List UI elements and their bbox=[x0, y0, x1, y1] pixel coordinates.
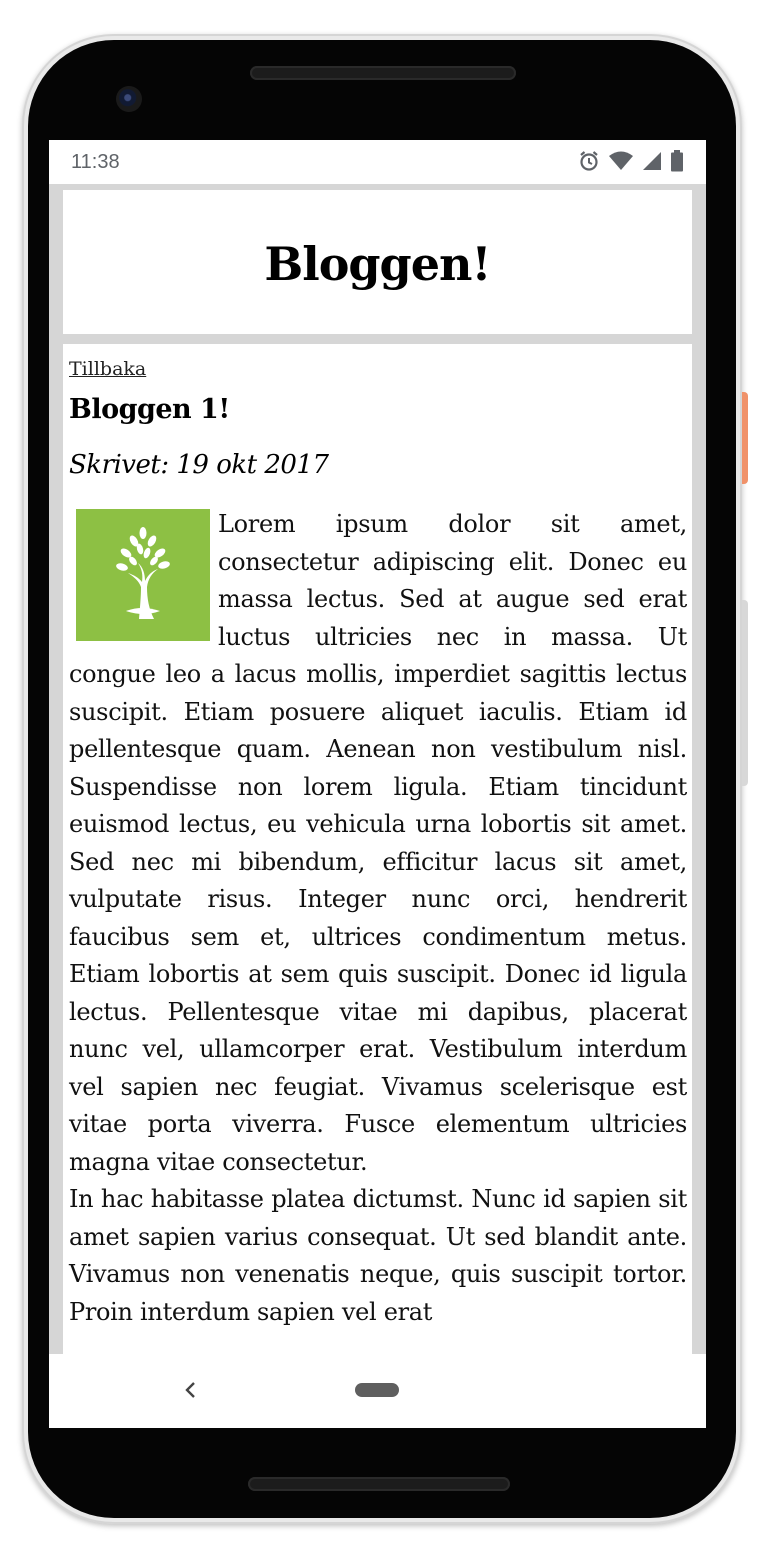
chevron-left-icon[interactable] bbox=[179, 1376, 203, 1404]
post-paragraph: Lorem ipsum dolor sit amet, consectetur adipiscing elit. Donec eu massa lectus. Sed at augue sed erat luctus ultricies nec in massa. Ut congue leo a lacus mollis, imperdiet sagittis lectus suscipit. Etiam posuere aliquet iaculis. Etiam id pellentesque quam. Aenean non vestibulum nisl. Suspendisse non lorem ligula. Etiam tincidunt euismod lectus, eu vehicula urna lobortis sit amet. Sed nec mi bibendum, efficitur lacus sit amet, vulputate risus. Integer nunc orci, hendrerit faucibus sem et, ultrices condimentum metus. Etiam lobortis at sem quis suscipit. Donec id ligula lectus. Pellentesque vitae mi dapibus, placerat nunc vel, ullamcorper erat. Vestibulum interdum vel sapien nec feugiat. Vivamus scelerisque est vitae porta viverra. Fusce elementum ultricies magna vitae consectetur. bbox=[69, 510, 687, 1176]
alarm-icon bbox=[578, 150, 600, 172]
post-content bbox=[63, 344, 692, 1364]
post-image bbox=[76, 509, 210, 641]
front-camera bbox=[116, 86, 142, 112]
wifi-icon bbox=[608, 151, 634, 171]
post-paragraph: In hac habitasse platea dictumst. Nunc id sapien sit amet sapien varius consequat. Ut sed blandit ante. Vivamus non venenatis neque, quis suscipit tortor. Proin interdum sapien vel erat bbox=[69, 1185, 687, 1326]
back-link[interactable]: Tillbaka bbox=[69, 358, 147, 380]
status-time: 11:38 bbox=[71, 151, 120, 173]
navigation-bar bbox=[49, 1354, 706, 1428]
power-button bbox=[742, 392, 748, 484]
site-header bbox=[63, 190, 692, 334]
post-title: Bloggen 1! bbox=[69, 394, 230, 425]
status-icons bbox=[578, 150, 684, 172]
top-speaker bbox=[250, 66, 516, 80]
home-pill-icon[interactable] bbox=[355, 1383, 399, 1397]
bottom-speaker bbox=[248, 1477, 510, 1491]
status-bar bbox=[49, 140, 706, 184]
web-page bbox=[49, 184, 706, 1354]
volume-button bbox=[742, 600, 748, 786]
screen bbox=[49, 140, 706, 1428]
post-date: Skrivet: 19 okt 2017 bbox=[69, 450, 329, 480]
post-body bbox=[69, 506, 687, 1331]
tree-icon bbox=[114, 527, 172, 619]
signal-icon bbox=[642, 151, 662, 171]
site-title: Bloggen! bbox=[264, 237, 491, 291]
battery-icon bbox=[670, 150, 684, 172]
